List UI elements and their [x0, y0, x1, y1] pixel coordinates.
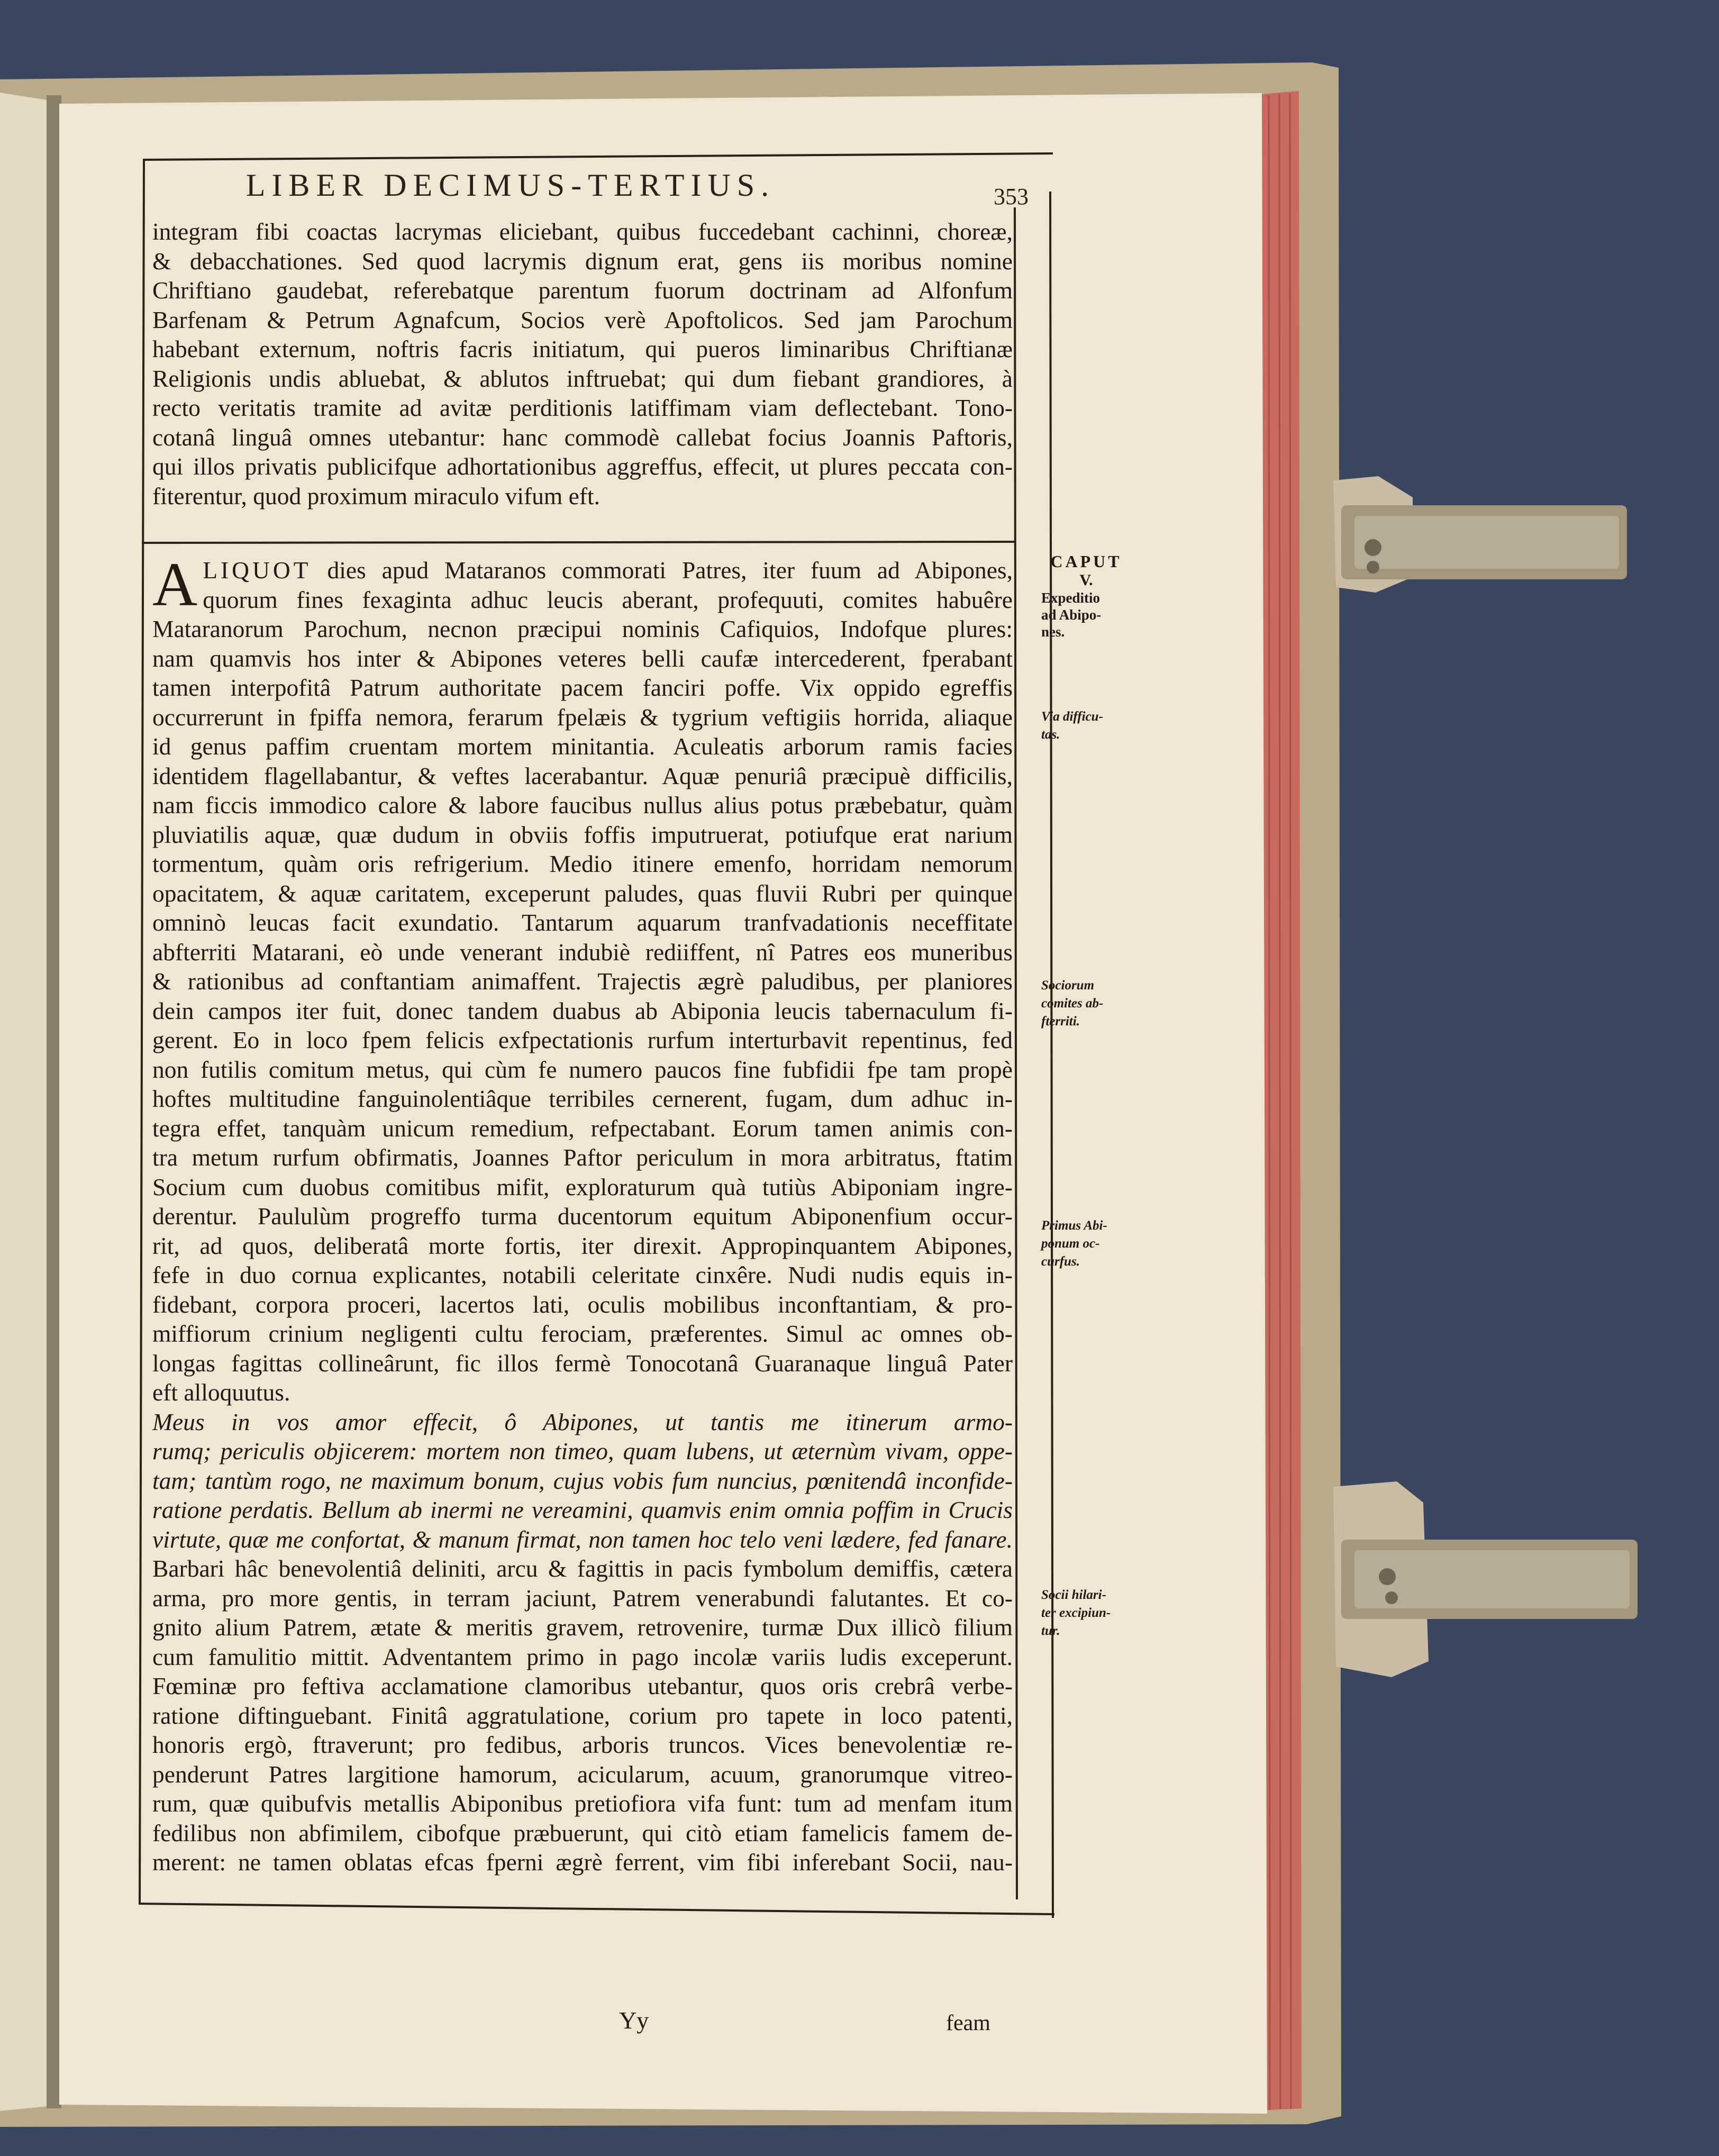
p1-line: habebant externum, noftris facris initiatum, qui pueros liminaribus Chriftianæ [152, 335, 1013, 362]
gutter-shadow [47, 95, 61, 2108]
margin-note-2: Sociorum comites ab- fterriti. [1041, 978, 1104, 1029]
after-line: gnito alium Patrem, ætate & meritis gravem, retrovenire, turmæ Dux illicò filium [152, 1614, 1013, 1641]
p2-line: opacitatem, & aquæ caritatem, exceperunt paludes, quas fluvii Rubri per quinque [152, 879, 1013, 907]
after-line: Barbari hâc benevolentiâ deliniti, arcu & fagittis in pacis fymbolum demiffis, cætera [152, 1555, 1013, 1582]
p1-line: fiterentur, quod proximum miraculo vifum eft. [152, 482, 601, 510]
p2-line: longas fagittas collineârunt, fic illos fermè Tonocotanâ Guaranaque linguâ Pater [152, 1349, 1013, 1377]
p2-line: abfterriti Matarani, eò unde venerant indubiè rediiffent, nî Patres eos muneribus [152, 938, 1013, 966]
chapter-number: V. [1079, 571, 1093, 589]
p2-line: hoftes multitudine fanguinolentiâque terribiles cernerent, fugam, dum adhuc in- [152, 1085, 1013, 1112]
p1-line: & debacchationes. Sed quod lacrymis dignum erat, gens iis moribus nomine [152, 247, 1013, 275]
paragraph-2-continuation [152, 1554, 1013, 1877]
chapter-heading [1041, 551, 1131, 640]
p2-line: derentur. Paululùm progreffo turma ducentorum equitum Abiponenfium occur- [152, 1203, 1013, 1230]
first-word: LIQUOT [203, 557, 312, 584]
p1-line: qui illos privatis publicifque adhortationibus aggreffus, effecit, ut plures peccata con- [152, 453, 1013, 480]
p2-line: pluviatilis aquæ, quæ dudum in obviis foffis imputruerat, potiufque erat narium [152, 821, 1013, 848]
speech-line: tam; tantùm rogo, ne maximum bonum, cujus vobis fum nuncius, pœnitendâ inconfide- [152, 1467, 1013, 1494]
paragraph-2-lines [152, 585, 1013, 1407]
p2-line: omninò leucas facit exundatio. Tantarum aquarum tranfvadationis neceffitate [152, 909, 1013, 936]
p1-line: integram fibi coactas lacrymas eliciebant, quibus fuccedebant cachinni, choreæ, [152, 218, 1013, 245]
p2-line: fidebant, corpora proceri, lacertos lati, oculis mobilibus inconftantiam, & pro- [152, 1290, 1013, 1318]
p2-line: tra metum rurfum obfirmatis, Joannes Paftor periculum in mora arbitratus, ftatim [152, 1144, 1013, 1171]
p1-line: recto veritatis tramite ad avitæ perditionis latiffimam viam deflectebant. Tono- [152, 394, 1013, 421]
catchword: feam [946, 2011, 990, 2035]
p2-line: occurrerunt in fpiffa nemora, ferarum fpelæis & tygrium veftigiis horrida, aliaque [152, 703, 1013, 731]
p2-line: miffiorum crinium negligenti cultu ferociam, præferentes. Simul ac omnes ob- [152, 1320, 1013, 1347]
p2-line: eft alloquutus. [152, 1379, 290, 1406]
p2-line: Socium cum duobus comitibus mifit, exploraturum quà tutiùs Abiponiam ingre- [152, 1173, 1013, 1200]
after-line: cum famulitio mittit. Adventantem primo in pago incolæ variis ludis exceperunt. [152, 1643, 1013, 1670]
chapter-summary: Expeditio ad Abipo- nes. [1041, 590, 1102, 640]
speech-line: ratione perdatis. Bellum ab inermi ne vereamini, quamvis enim omnia poffim in Crucis [152, 1496, 1013, 1523]
p1-line: cotanâ linguâ omnes utebantur: hanc commodè callebat focius Joannis Paftoris, [152, 423, 1013, 451]
left-page [0, 93, 53, 2111]
after-line: penderunt Patres largitione hamorum, acicularum, acuum, granorumque vitreo- [152, 1760, 1013, 1788]
paragraph-2-first-line [152, 556, 1013, 585]
p2-line: nam quamvis hos inter & Abipones veteres belli caufæ intercederent, fperabant [152, 644, 1013, 672]
p2-line: tamen interpofitâ Patrum authoritate pacem fanciri poffe. Vix oppido egreffis [152, 674, 1013, 701]
speech-line: virtute, quæ me confortat, & manum firmat, non tamen hoc telo veni lædere, fed fanare. [152, 1525, 1013, 1553]
p2-line: gerent. Eo in loco fpem felicis exfpectationis rurfum interturbavit repentinus, fed [152, 1026, 1013, 1053]
after-line: Fœminæ pro feftiva acclamatione clamoribus utebantur, quos oris crebrâ verbe- [152, 1672, 1013, 1699]
after-line: honoris ergò, ftraverunt; pro fedibus, arboris truncos. Vices benevolentiæ re- [152, 1731, 1013, 1758]
p2-line: dein campos iter fuit, donec tandem duabus ab Abiponia leucis tabernaculum fi- [152, 997, 1013, 1024]
p1-line: Chriftiano gaudebat, referebatque parentum fuorum doctrinam ad Alfonfum [152, 277, 1013, 304]
paragraph-2 [152, 550, 1013, 1877]
running-head: LIBER DECIMUS-TERTIUS. [245, 168, 776, 203]
p2-line: nam ficcis immodico calore & labore faucibus nullus alius potus præbebatur, quàm [152, 792, 1013, 818]
chapter-title: CAPUT [1050, 552, 1122, 571]
margin-note-3: Primus Abi- ponum oc- curfus. [1041, 1218, 1107, 1269]
after-line: merent: ne tamen oblatas efcas fperni ægrè ferrent, vim fibi inferebant Socii, nau- [152, 1849, 1013, 1876]
paragraph-1 [152, 217, 1013, 511]
p2-line: Mataranorum Parochum, necnon præcipui nominis Cafiquios, Indofque plures: [152, 615, 1013, 642]
p2-line: fefe in duo cornua explicantes, notabili celeritate cinxêre. Nudi nudis equis in- [152, 1261, 1013, 1288]
after-line: fedilibus non abfimilem, cibofque præbuerunt, qui citò etiam famelicis famem de- [152, 1819, 1013, 1846]
p2-line: non futilis comitum metus, qui cùm fe numero paucos fine fubfidii fpe tam propè [152, 1056, 1013, 1083]
first-line-rest: dies apud Mataranos commorati Patres, iter fuum ad Abipones, [311, 557, 1013, 584]
page-number: 353 [994, 184, 1029, 210]
p2-line: quorum fines fexaginta adhuc leucis aberant, profequuti, comites habuêre [203, 586, 1013, 613]
speech-line: Meus in vos amor effecit, ô Abipones, ut tantis me itinerum armo- [152, 1408, 1013, 1435]
speech-line: rumq; periculis objicerem: mortem non timeo, quam lubens, ut æternùm vivam, oppe- [152, 1438, 1013, 1464]
drop-cap: A [152, 550, 198, 619]
p2-line: id genus paffim cruentam mortem minitantia. Aculeatis arborum ramis facies [152, 733, 1013, 760]
p2-line: & rationibus ad conftantiam animaffent. Trajectis ægrè paludibus, per planiores [152, 968, 1013, 995]
signature-mark: Yy [619, 2007, 649, 2034]
after-line: arma, pro more gentis, in terram jaciunt, Patrem venerabundi falutantes. Et co- [152, 1584, 1013, 1612]
margin-note-4: Socii hilari- ter excipiun- tur. [1041, 1588, 1111, 1638]
speech-quotation [152, 1407, 1013, 1554]
p1-line: Religionis undis abluebat, & ablutos inftruebat; qui dum fiebant grandiores, à [152, 365, 1013, 392]
p2-line: tormentum, quàm oris refrigerium. Medio itinere emenfo, horridam nemorum [152, 850, 1013, 877]
p1-line: Barfenam & Petrum Agnafcum, Socios verè Apoftolicos. Sed jam Parochum [152, 306, 1013, 333]
p2-line: identidem flagellabantur, & veftes lacerabantur. Aquæ penuriâ præcipuè difficilis, [152, 762, 1013, 789]
p2-line: tegra effet, tanquàm unicum remedium, refpectabant. Eorum tamen animis con- [152, 1114, 1013, 1142]
after-line: rum, quæ quibufvis metallis Abiponibus pretiofiora vifa funt: tum ad menfam itum [152, 1790, 1013, 1817]
after-line: ratione diftinguebant. Finitâ aggratulatione, corium pro tapete in loco patenti, [152, 1702, 1013, 1729]
p2-line: rit, ad quos, deliberatâ morte fortis, iter direxit. Appropinquantem Abipones, [152, 1232, 1013, 1259]
margin-note-1: Via difficu- tas. [1041, 709, 1103, 742]
